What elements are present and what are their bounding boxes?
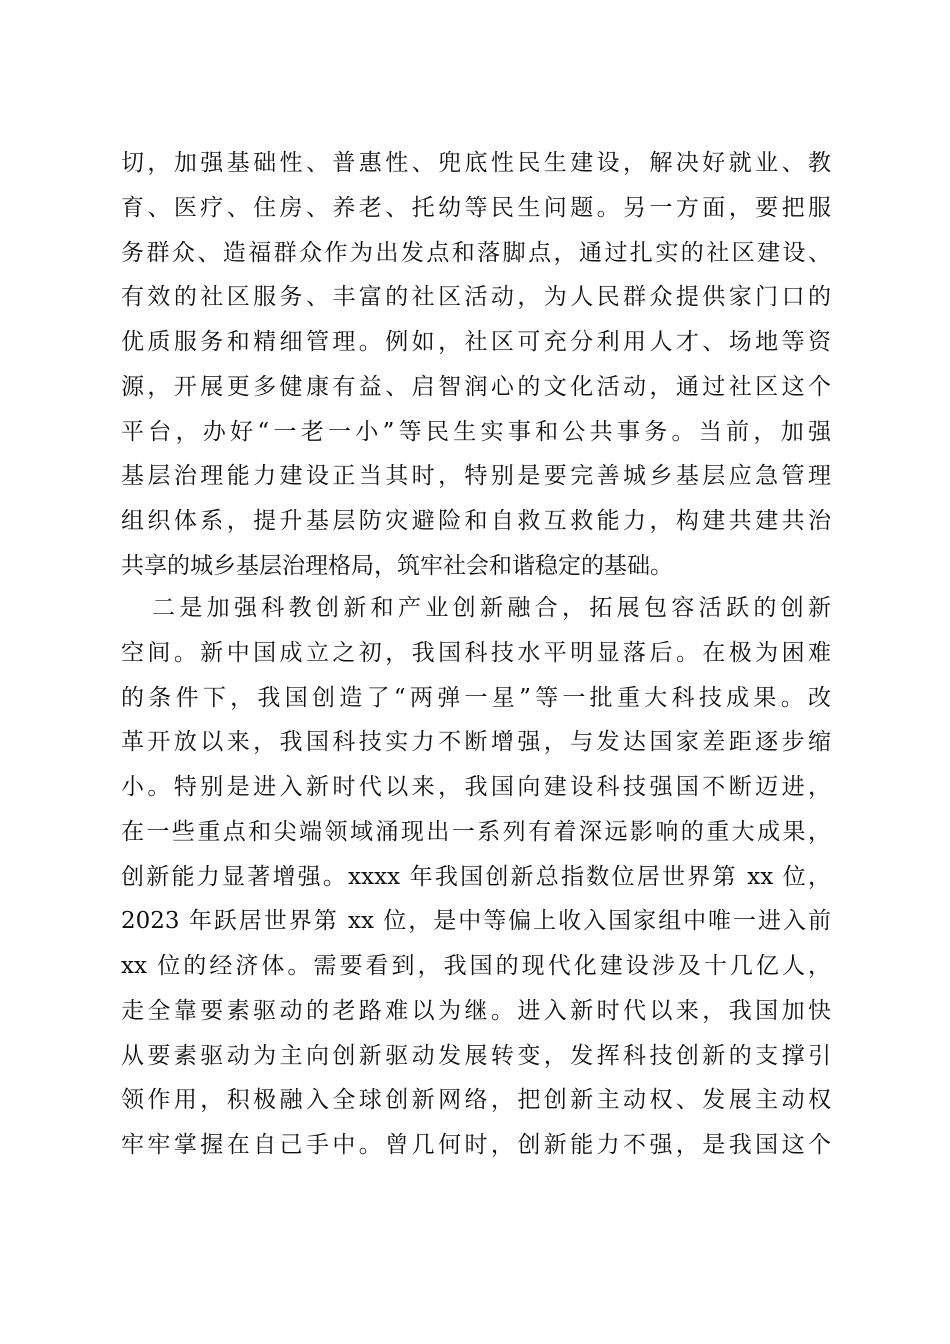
text-line: 在一些重点和尖端领域涌现出一系列有着深远影响的重大成果， <box>121 818 831 845</box>
text-line: 务群众、造福群众作为出发点和落脚点，通过扎实的社区建设、 <box>121 239 831 266</box>
text-line: 小。特别是进入新时代以来，我国向建设科技强国不断迈进， <box>121 774 831 800</box>
text-line: 空间。新中国成立之初，我国科技水平明显落后。在极为困难 <box>121 639 831 666</box>
text-line: 优质服务和精细管理。例如，社区可充分利用人才、场地等资 <box>121 329 831 355</box>
text-line: 有效的社区服务、丰富的社区活动，为人民群众提供家门口的 <box>121 284 831 311</box>
text-line: 领作用，积极融入全球创新网络，把创新主动权、发展主动权 <box>121 1087 831 1114</box>
text-line: 从要素驱动为主向创新驱动发展转变，发挥科技创新的支撑引 <box>121 1042 831 1069</box>
text-line: 平台，办好“一老一小”等民生实事和公共事务。当前，加强 <box>121 418 831 445</box>
text-line: 革开放以来，我国科技实力不断增强，与发达国家差距逐步缩 <box>121 729 831 756</box>
text-line: 育、医疗、住房、养老、托幼等民生问题。另一方面，要把服 <box>121 194 831 221</box>
text-line: 的条件下，我国创造了“两弹一星”等一批重大科技成果。改 <box>121 684 831 711</box>
text-line: 走全靠要素驱动的老路难以为继。进入新时代以来，我国加快 <box>121 997 831 1024</box>
text-line: 2023 年跃居世界第 xx 位，是中等偏上收入国家组中唯一进入前 <box>121 908 831 935</box>
text-line: 源，开展更多健康有益、启智润心的文化活动，通过社区这个 <box>121 373 831 400</box>
text-line: 二是加强科教创新和产业创新融合，拓展包容活跃的创新 <box>152 595 831 621</box>
text-line: 创新能力显著增强。xxxx 年我国创新总指数位居世界第 xx 位， <box>121 863 831 890</box>
text-line: 共享的城乡基层治理格局，筑牢社会和谐稳定的基础。 <box>121 552 673 579</box>
text-line: 组织体系，提升基层防灾避险和自救互救能力，构建共建共治 <box>121 508 831 534</box>
text-line: 切，加强基础性、普惠性、兜底性民生建设，解决好就业、教 <box>121 150 831 176</box>
text-line: xx 位的经济体。需要看到，我国的现代化建设涉及十几亿人， <box>121 953 831 979</box>
text-line: 基层治理能力建设正当其时，特别是要完善城乡基层应急管理 <box>121 463 831 490</box>
text-line: 牢牢掌握在自己手中。曾几何时，创新能力不强，是我国这个 <box>121 1132 831 1158</box>
